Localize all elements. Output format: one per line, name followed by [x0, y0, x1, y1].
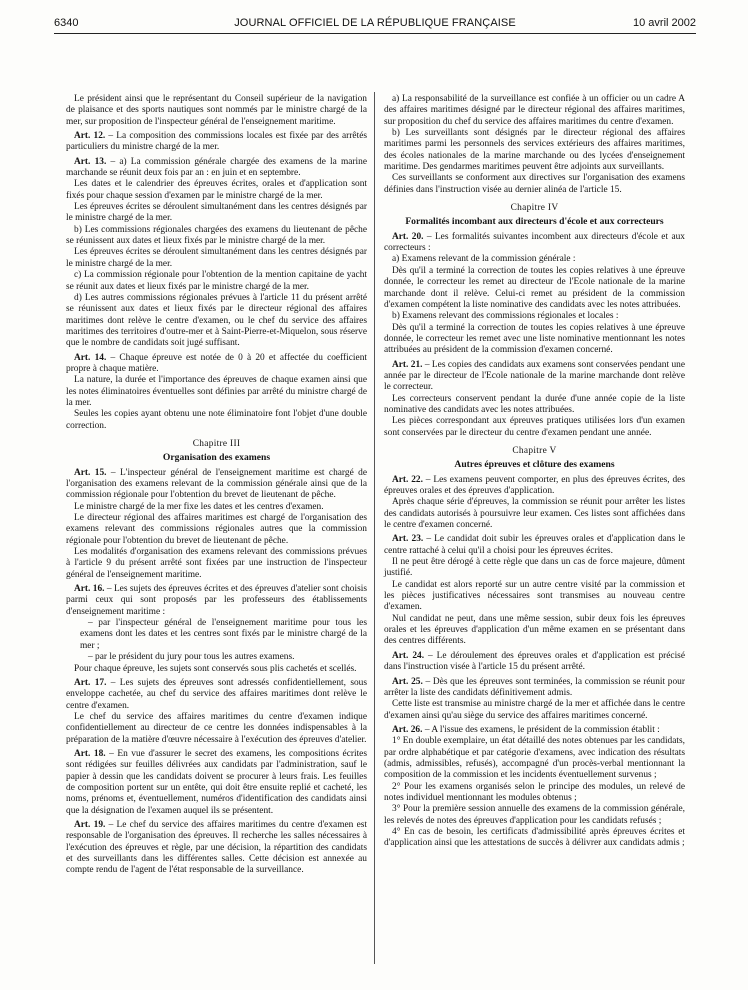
article-paragraph [66, 468, 367, 502]
article-text: – L'inspecteur général de l'enseignement maritime est chargé de l'organisation des examens relevant de la commission générale ainsi que de la commission régionale pour l'obtention du brevet de lieutenant de pêche. [66, 467, 367, 501]
left-column [66, 94, 367, 877]
article-label: Art. 21. [392, 359, 423, 370]
chapter-title: Autres épreuves et clôture des examens [454, 459, 615, 471]
chapter-heading: Chapitre III [192, 438, 241, 449]
page-number: 6340 [54, 17, 79, 29]
paragraph: Le chef du service des affaires maritimes du centre d'examen indique confidentiellement au directeur de ce centre les données indispensables à la préparation de la matière d'œuvre nécessaire à l'exécution des épreuves d'atelier. [66, 711, 367, 745]
article-label: Art. 25. [392, 676, 423, 687]
journal-title: JOURNAL OFFICIEL DE LA RÉPUBLIQUE FRANÇAISE [234, 17, 516, 29]
article-paragraph [384, 725, 685, 736]
paragraph: Les correcteurs conservent pendant la durée d'une année copie de la liste nominative des candidats avec les notes attribuées. [384, 393, 685, 415]
article-label: Art. 15. [74, 467, 107, 478]
chapter-title: Formalités incombant aux directeurs d'école et aux correcteurs [405, 216, 664, 228]
chapter-heading: Chapitre IV [510, 203, 559, 214]
paragraph: 3° Pour la première session annuelle des examens de la commission générale, les relevés de notes des épreuves d'application pour les candidats refusés ; [384, 804, 685, 826]
paragraph: Le directeur régional des affaires maritimes est chargé de l'organisation des examens relevant des commissions régionales autres que la commission régionale pour l'obtention du brevet de lieutenant de pêche. [66, 513, 367, 546]
paragraph: Les dates et le calendrier des épreuves écrites, orales et d'application sont fixés pour chaque session d'examen par le ministre chargé de la mer. [66, 179, 367, 201]
right-column [384, 94, 685, 850]
paragraph: Les pièces correspondant aux épreuves pratiques utilisées lors d'un examen sont conservées par le directeur du centre d'examen pendant une année. [384, 416, 685, 438]
list-item: – par le président du jury pour tous les autres examens. [88, 652, 295, 663]
article-text: – A l'issue des examens, le président de la commission établit : [422, 724, 660, 735]
header-rule [54, 33, 696, 34]
article-paragraph [384, 360, 685, 394]
article-label: Art. 18. [74, 748, 106, 759]
article-paragraph [384, 232, 685, 255]
article-label: Art. 26. [392, 724, 423, 735]
paragraph: Les épreuves écrites se déroulent simultanément dans les centres désignés par le ministre chargé de la mer. [66, 247, 367, 269]
publication-date: 10 avril 2002 [633, 17, 696, 29]
article-text: – Dès que les épreuves sont terminées, la commission se réunit pour arrêter la liste des candidats définitivement admis. [384, 676, 685, 698]
paragraph: Le président ainsi que le représentant du Conseil supérieur de la navigation de plaisance et des sports nautiques sont nommés par le ministre chargé de la mer, sur proposition de l'inspecteur général de l'enseignement maritime. [66, 94, 367, 127]
article-label: Art. 14. [74, 352, 107, 363]
article-text: – a) La commission générale chargée des examens de la marine marchande se réunit deux fois par an : en juin et en septembre. [66, 156, 367, 179]
paragraph: b) Les commissions régionales chargées des examens du lieutenant de pêche se réunissent aux dates et lieux fixés par le ministre chargé de la mer. [66, 224, 367, 247]
article-paragraph [66, 131, 367, 154]
article-text: – Le candidat doit subir les épreuves orales et d'application dans le centre rattaché à celui qu'il a choisi pour les épreuves écrites. [384, 534, 685, 556]
chapter-heading: Chapitre V [512, 445, 557, 456]
article-label: Art. 19. [74, 819, 106, 830]
paragraph: Après chaque série d'épreuves, la commission se réunit pour arrêter les listes des candidats autorisés à poursuivre leur examen. Ces listes sont affichées dans le centre d'examen concerné. [384, 497, 685, 531]
paragraph: a) La responsabilité de la surveillance est confiée à un officier ou un cadre A des affaires maritimes désigné par le directeur régional des affaires maritimes, sur proposition du chef du service des affaires maritimes du centre d'examen. [384, 94, 685, 127]
chapter-title: Organisation des examens [162, 452, 271, 464]
article-text: – Le déroulement des épreuves orales et d'application est précisé dans l'instruction visée à l'article 15 du présent arrêté. [384, 650, 685, 673]
list-item: – par l'inspecteur général de l'enseignement maritime pour tous les examens dont les dates et les centres sont fixés par le ministre chargé de la mer ; [80, 618, 367, 651]
page-header [54, 16, 696, 30]
paragraph: Il ne peut être dérogé à cette règle que dans un cas de force majeure, dûment justifié. [384, 557, 685, 579]
paragraph: La nature, la durée et l'importance des épreuves de chaque examen ainsi que les notes éliminatoires éventuelles sont définies par arrêté du ministre chargé de la mer. [66, 375, 367, 408]
paragraph: Le candidat est alors reporté sur un autre centre visité par la commission et les pièces justificatives nécessaires sont transmises au nouveau centre d'examen. [384, 579, 685, 613]
article-paragraph [384, 475, 685, 498]
article-label: Art. 22. [392, 474, 423, 485]
paragraph: Ces surveillants se conforment aux directives sur l'organisation des examens définies dans l'instruction visée au dernier alinéa de l'article 15. [384, 173, 685, 195]
article-label: Art. 17. [74, 677, 107, 688]
article-text: – Le chef du service des affaires maritimes du centre d'examen est responsable de l'organisation des épreuves. Il recherche les salles nécessaires à l'exécution des épreuves et règle, par une décision, la répartition des candidats et des surveillants dans les différentes salles. Cette décision est annexée au compte rendu de l'agent de l'état responsable de la surveillance. [66, 819, 367, 876]
paragraph: c) La commission régionale pour l'obtention de la mention capitaine de yacht se réunit aux dates et lieux fixés par le ministre chargé de la mer. [66, 270, 367, 292]
paragraph: b) Les surveillants sont désignés par le directeur régional des affaires maritimes parmi les personnels des services extérieurs des affaires maritimes, des écoles nationales de la marine marchande ou des lycées d'enseignement maritime. Des gendarmes maritimes peuvent être adjoints aux surveillants. [384, 128, 685, 173]
article-paragraph [66, 749, 367, 817]
article-paragraph [66, 353, 367, 376]
paragraph: Les épreuves écrites se déroulent simultanément dans les centres désignés par le ministre chargé de la mer. [66, 202, 367, 224]
article-paragraph [66, 157, 367, 180]
paragraph: a) Examens relevant de la commission générale : [392, 254, 576, 265]
paragraph: Dès qu'il a terminé la correction de toutes les copies relatives à une épreuve donnée, le correcteur les remet avec une liste nominative mentionnant les notes attribuées au président de la commission d'examen concerné. [384, 322, 685, 356]
article-paragraph [66, 678, 367, 712]
article-text: – Les sujets des épreuves écrites et des épreuves d'atelier sont choisis parmi ceux qui sont proposés par les professeurs des établissements d'enseignement maritime : [66, 584, 367, 617]
article-paragraph [66, 820, 367, 877]
article-text: – En vue d'assurer le secret des examens, les compositions écrites sont rédigées sur feuilles délivrées aux candidats par l'administration, sauf le papier à dessin que les candidats doivent se procurer à leurs frais. Les feuilles de composition portent sur un entête, qui doit être ensuite replié et cacheté, les noms, prénoms et, éventuellement, numéros d'identification des candidats ainsi que la désignation de l'examen auquel ils se présentent. [66, 748, 367, 816]
paragraph: Pour chaque épreuve, les sujets sont conservés sous plis cachetés et scellés. [74, 663, 357, 674]
article-paragraph [384, 534, 685, 557]
paragraph: 2° Pour les examens organisés selon le principe des modules, un relevé de notes individuel mentionnant les modules obtenus ; [384, 781, 685, 803]
paragraph: Les modalités d'organisation des examens relevant des commissions prévues à l'article 9 du présent arrêté sont fixées par une instruction de l'inspecteur général de l'enseignement maritime. [66, 547, 367, 580]
article-label: Art. 13. [74, 156, 107, 167]
paragraph: d) Les autres commissions régionales prévues à l'article 11 du présent arrêté se réunissent aux dates et lieux fixés par le directeur régional des affaires maritimes dont relève le centre d'examen, ou le chef du service des affaires maritimes des territoires d'outre-mer et à Saint-Pierre-et-Miquelon, sous réserve que le nombre de candidats soit jugé suffisant. [66, 292, 367, 349]
article-text: – La composition des commissions locales est fixée par des arrêtés particuliers du ministre chargé de la mer. [66, 131, 367, 153]
paragraph: Seules les copies ayant obtenu une note éliminatoire font l'objet d'une double correction. [66, 409, 367, 431]
article-text: – Les copies des candidats aux examens sont conservées pendant une année par le directeur de l'Ecole nationale de la marine marchande dont relève le correcteur. [384, 359, 685, 393]
paragraph: Dès qu'il a terminé la correction de toutes les copies relatives à une épreuve donnée, le correcteur les remet au directeur de l'Ecole nationale de la marine marchande dont il relève. Celui-ci remet au président de la commission d'examen compétent la liste nominative des candidats avec les notes attribuées. [384, 265, 685, 310]
article-text: – Les examens peuvent comporter, en plus des épreuves écrites, des épreuves orales et des épreuves d'application. [384, 474, 685, 496]
article-text: – Chaque épreuve est notée de 0 à 20 et affectée du coefficient propre à chaque matière. [66, 352, 367, 374]
paragraph: Le ministre chargé de la mer fixe les dates et les centres d'examen. [74, 501, 324, 512]
article-label: Art. 23. [392, 534, 424, 545]
article-paragraph [384, 651, 685, 674]
paragraph: Nul candidat ne peut, dans une même session, subir deux fois les épreuves orales et les épreuves d'application d'un même examen en se présentant dans des centres différents. [384, 613, 685, 647]
article-paragraph [66, 584, 367, 618]
article-paragraph [384, 677, 685, 700]
article-label: Art. 16. [74, 584, 105, 595]
article-text: – Les sujets des épreuves sont adressés confidentiellement, sous enveloppe cachetée, au chef du service des affaires maritimes dont relève le centre d'examen. [66, 677, 367, 711]
article-label: Art. 24. [392, 650, 425, 661]
paragraph: 1° En double exemplaire, un état détaillé des notes obtenues par les candidats, par ordre alphabétique et par catégorie d'examens, avec indication des résultats (admis, admissibles, refusés), accompagné d'un procès-verbal mentionnant la composition de la commission et les incidents éventuellement survenus ; [384, 736, 685, 781]
column-divider [374, 92, 375, 964]
article-text: – Les formalités suivantes incombent aux directeurs d'école et aux correcteurs : [384, 231, 685, 254]
article-label: Art. 20. [392, 231, 424, 242]
paragraph: Cette liste est transmise au ministre chargé de la mer et affichée dans le centre d'examen ainsi qu'au siège du service des affaires maritimes concerné. [384, 699, 685, 721]
article-label: Art. 12. [74, 131, 106, 142]
paragraph: 4° En cas de besoin, les certificats d'admissibilité après épreuves écrites et d'application ainsi que les attestations de succès à délivrer aux candidats admis ; [384, 826, 685, 849]
paragraph: b) Examens relevant des commissions régionales et locales : [392, 311, 619, 322]
